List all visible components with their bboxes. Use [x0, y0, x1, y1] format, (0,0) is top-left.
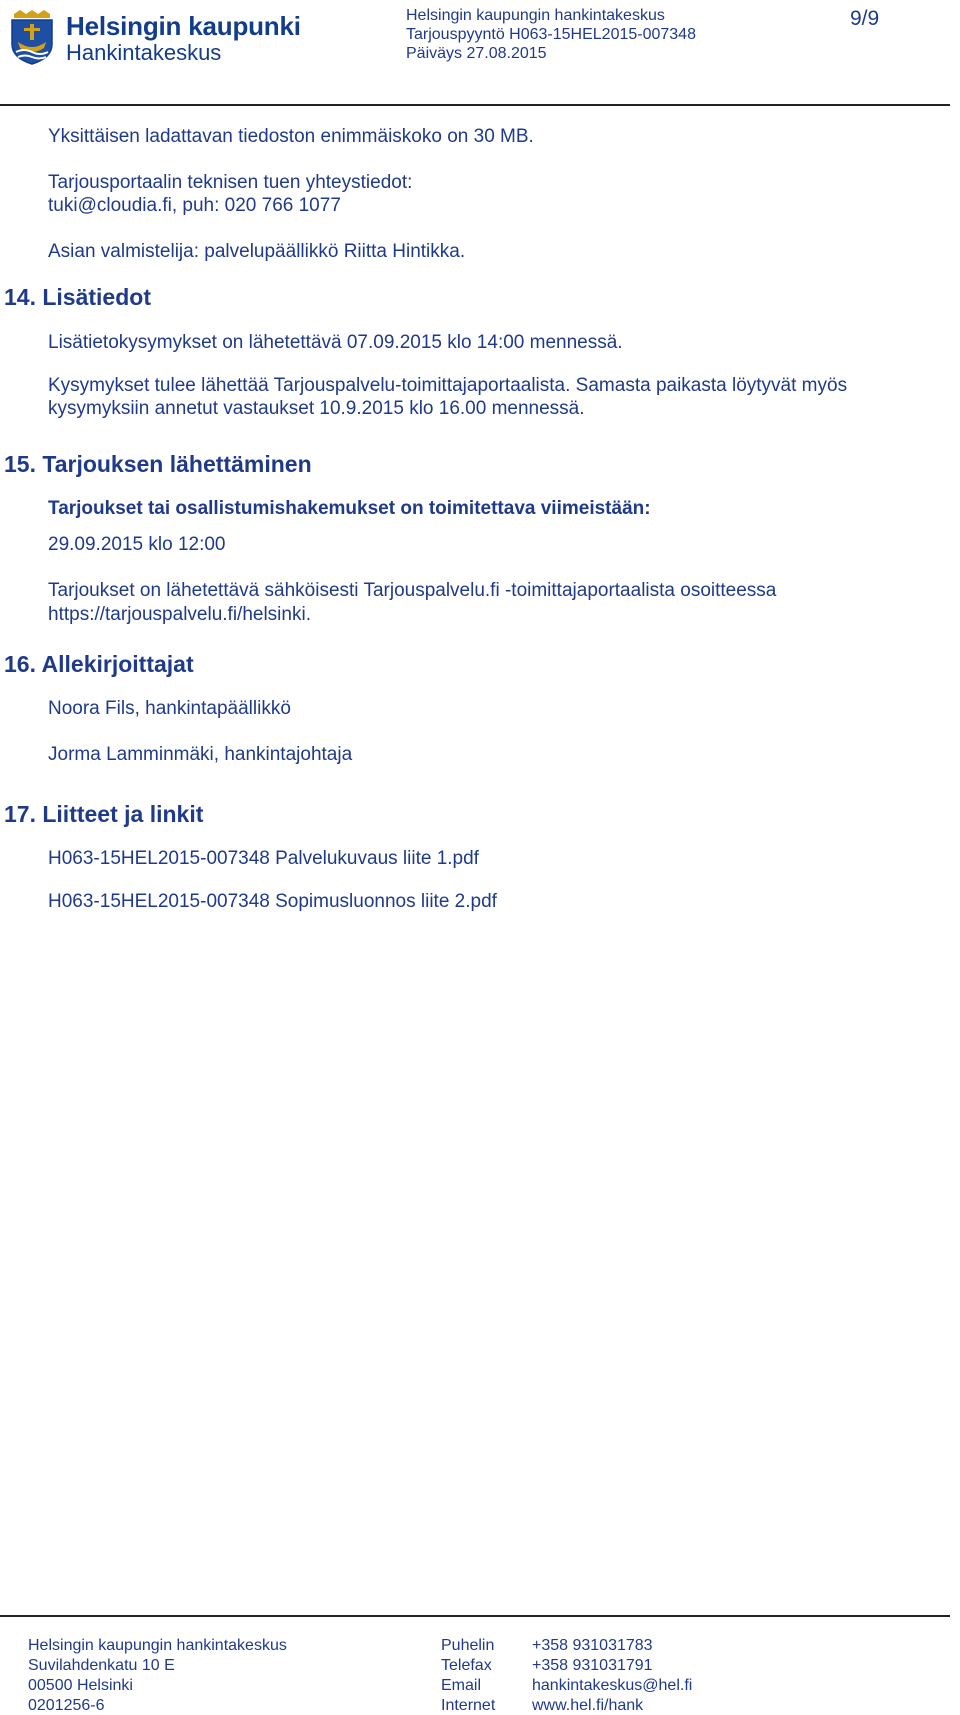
tech-support-contact: tuki@cloudia.fi, puh: 020 766 1077 [48, 195, 341, 216]
case-preparer-text: Asian valmistelija: palvelupäällikkö Riitta Hintikka. [48, 241, 466, 262]
questions-deadline-text: Lisätietokysymykset on lähetettävä 07.09.2015 klo 14:00 mennessä. [48, 332, 623, 353]
footer-email-label: Email [441, 1677, 482, 1694]
signatory-1: Noora Fils, hankintapäällikkö [48, 698, 291, 719]
submission-deadline-label: Tarjoukset tai osallistumishakemukset on toimitettava viimeistään: [48, 498, 651, 519]
footer-phone-value: +358 931031783 [532, 1637, 653, 1654]
section-15-heading: 15. Tarjouksen lähettäminen [4, 451, 312, 477]
header-divider [0, 104, 950, 106]
footer-divider [0, 1615, 950, 1617]
page-number: 9/9 [850, 7, 880, 30]
footer-fax-label: Telefax [441, 1657, 492, 1674]
submission-method-line1: Tarjoukset on lähetettävä sähköisesti Tarjouspalvelu.fi -toimittajaportaalista osoitteessa [48, 580, 777, 601]
footer-internet-value[interactable]: www.hel.fi/hank [532, 1697, 644, 1714]
header-org: Helsingin kaupungin hankintakeskus [406, 7, 665, 24]
attachment-1: H063-15HEL2015-007348 Palvelukuvaus liite 1.pdf [48, 848, 479, 869]
questions-instructions-line1: Kysymykset tulee lähettää Tarjouspalvelu-toimittajaportaalista. Samasta paikasta löytyvät myös [48, 375, 848, 396]
footer-street: Suvilahdenkatu 10 E [28, 1657, 175, 1674]
submission-deadline-value: 29.09.2015 klo 12:00 [48, 534, 226, 555]
questions-instructions-line2: kysymyksiin annetut vastaukset 10.9.2015 klo 16.00 mennessä. [48, 398, 585, 419]
helsinki-crest-logo [8, 8, 56, 66]
max-file-size-text: Yksittäisen ladattavan tiedoston enimmäiskoko on 30 MB. [48, 126, 534, 147]
section-14-heading: 14. Lisätiedot [4, 284, 151, 310]
section-17-heading: 17. Liitteet ja linkit [4, 801, 204, 827]
submission-url: https://tarjouspalvelu.fi/helsinki. [48, 604, 311, 625]
footer-phone-label: Puhelin [441, 1637, 495, 1654]
footer-fax-value: +358 931031791 [532, 1657, 653, 1674]
signatory-2: Jorma Lamminmäki, hankintajohtaja [48, 744, 353, 765]
brand-subname: Hankintakeskus [66, 40, 222, 65]
footer-org: Helsingin kaupungin hankintakeskus [28, 1637, 287, 1654]
brand-name: Helsingin kaupunki [66, 11, 301, 41]
footer-email-value[interactable]: hankintakeskus@hel.fi [532, 1677, 693, 1694]
footer-city: 00500 Helsinki [28, 1677, 133, 1694]
header-reference: Tarjouspyyntö H063-15HEL2015-007348 [406, 26, 696, 43]
section-16-heading: 16. Allekirjoittajat [4, 651, 194, 677]
header-date: Päiväys 27.08.2015 [406, 45, 547, 62]
footer-business-id: 0201256-6 [28, 1697, 105, 1714]
attachment-2: H063-15HEL2015-007348 Sopimusluonnos liite 2.pdf [48, 891, 497, 912]
tech-support-label: Tarjousportaalin teknisen tuen yhteystiedot: [48, 172, 413, 193]
footer-internet-label: Internet [441, 1697, 496, 1714]
